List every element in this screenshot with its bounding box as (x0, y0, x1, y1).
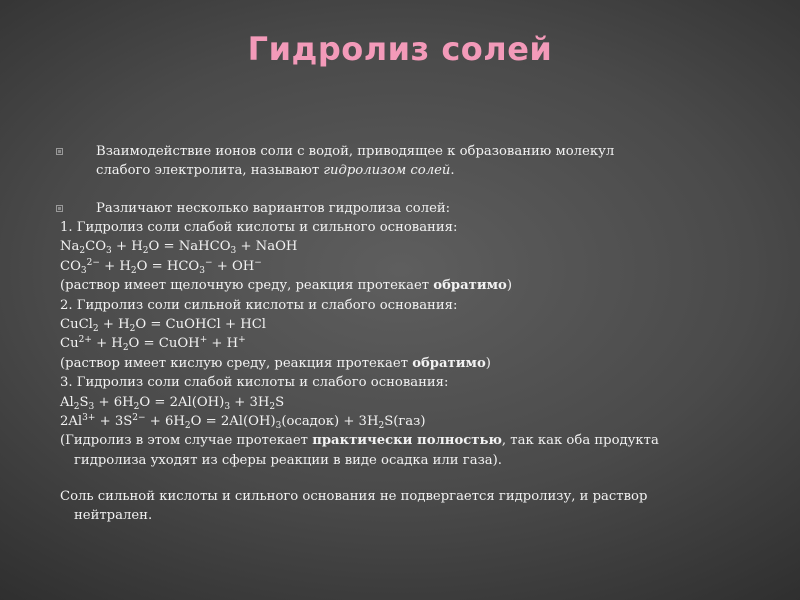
definition-line-2: слабого электролита, называют гидролизом солей. (96, 163, 455, 179)
variants-intro: Различают несколько вариантов гидролиза солей: (96, 201, 451, 216)
case2-eq1: CuCl$_2$ + $H_2O$ = CuOHCl + HCl (60, 316, 267, 334)
case3-heading: 3. Гидролиз соли слабой кислоты и слабого основания: (60, 375, 449, 391)
definition-paragraph (96, 142, 716, 181)
slide-title: Гидролиз солей (247, 30, 553, 68)
case1-note: (раствор имеет щелочную среду, реакция протекает обратимо) (60, 278, 513, 294)
case3-eq1: $Al_2S_3 + 6H_2O = 2Al(OH)_3 + 3H_2S$ (60, 394, 285, 412)
bullet-square-icon (56, 205, 63, 212)
case3-note: (Гидролиз в этом случае протекает практически полностью, так как оба продукта (60, 433, 659, 449)
conclusion-line-1: Соль сильной кислоты и сильного основания не подвергается гидролизу, и раствор (60, 489, 648, 505)
definition-line-1: Взаимодействие ионов соли с водой, приводящее к образованию молекул (96, 144, 615, 159)
term-hydrolysis: гидролизом солей (323, 163, 451, 179)
case3-eq2: $2Al^{3+} + 3S^{2-} + 6H_2O$ = $2Al(OH)_3(осадок) + 3H_2S(газ)$ (60, 412, 426, 431)
case3-note-cont: гидролиза уходят из сферы реакции в виде осадка или газа). (74, 452, 502, 468)
case1-heading: 1. Гидролиз соли слабой кислоты и сильного основания: (60, 220, 458, 235)
case2-heading: 2. Гидролиз соли сильной кислоты и слабого основания: (60, 297, 458, 313)
bullet-square-icon (56, 148, 63, 155)
variants-intro-paragraph (96, 199, 716, 218)
case2-note: (раствор имеет кислую среду, реакция протекает обратимо) (60, 355, 491, 371)
cases-block (60, 218, 750, 526)
case2-eq2: $Cu^{2+} + H_2O$ = CuOH+ + H+ (60, 335, 246, 354)
case1-eq2: $CO_3^{2-} + H_2O = HCO_3^- + OH^-$ (60, 257, 262, 276)
case1-eq1: $Na_2CO_3 + H_2O$ = NaHCO$_3$ + NaOH (60, 239, 298, 257)
conclusion-line-2: нейтрален. (74, 508, 153, 524)
